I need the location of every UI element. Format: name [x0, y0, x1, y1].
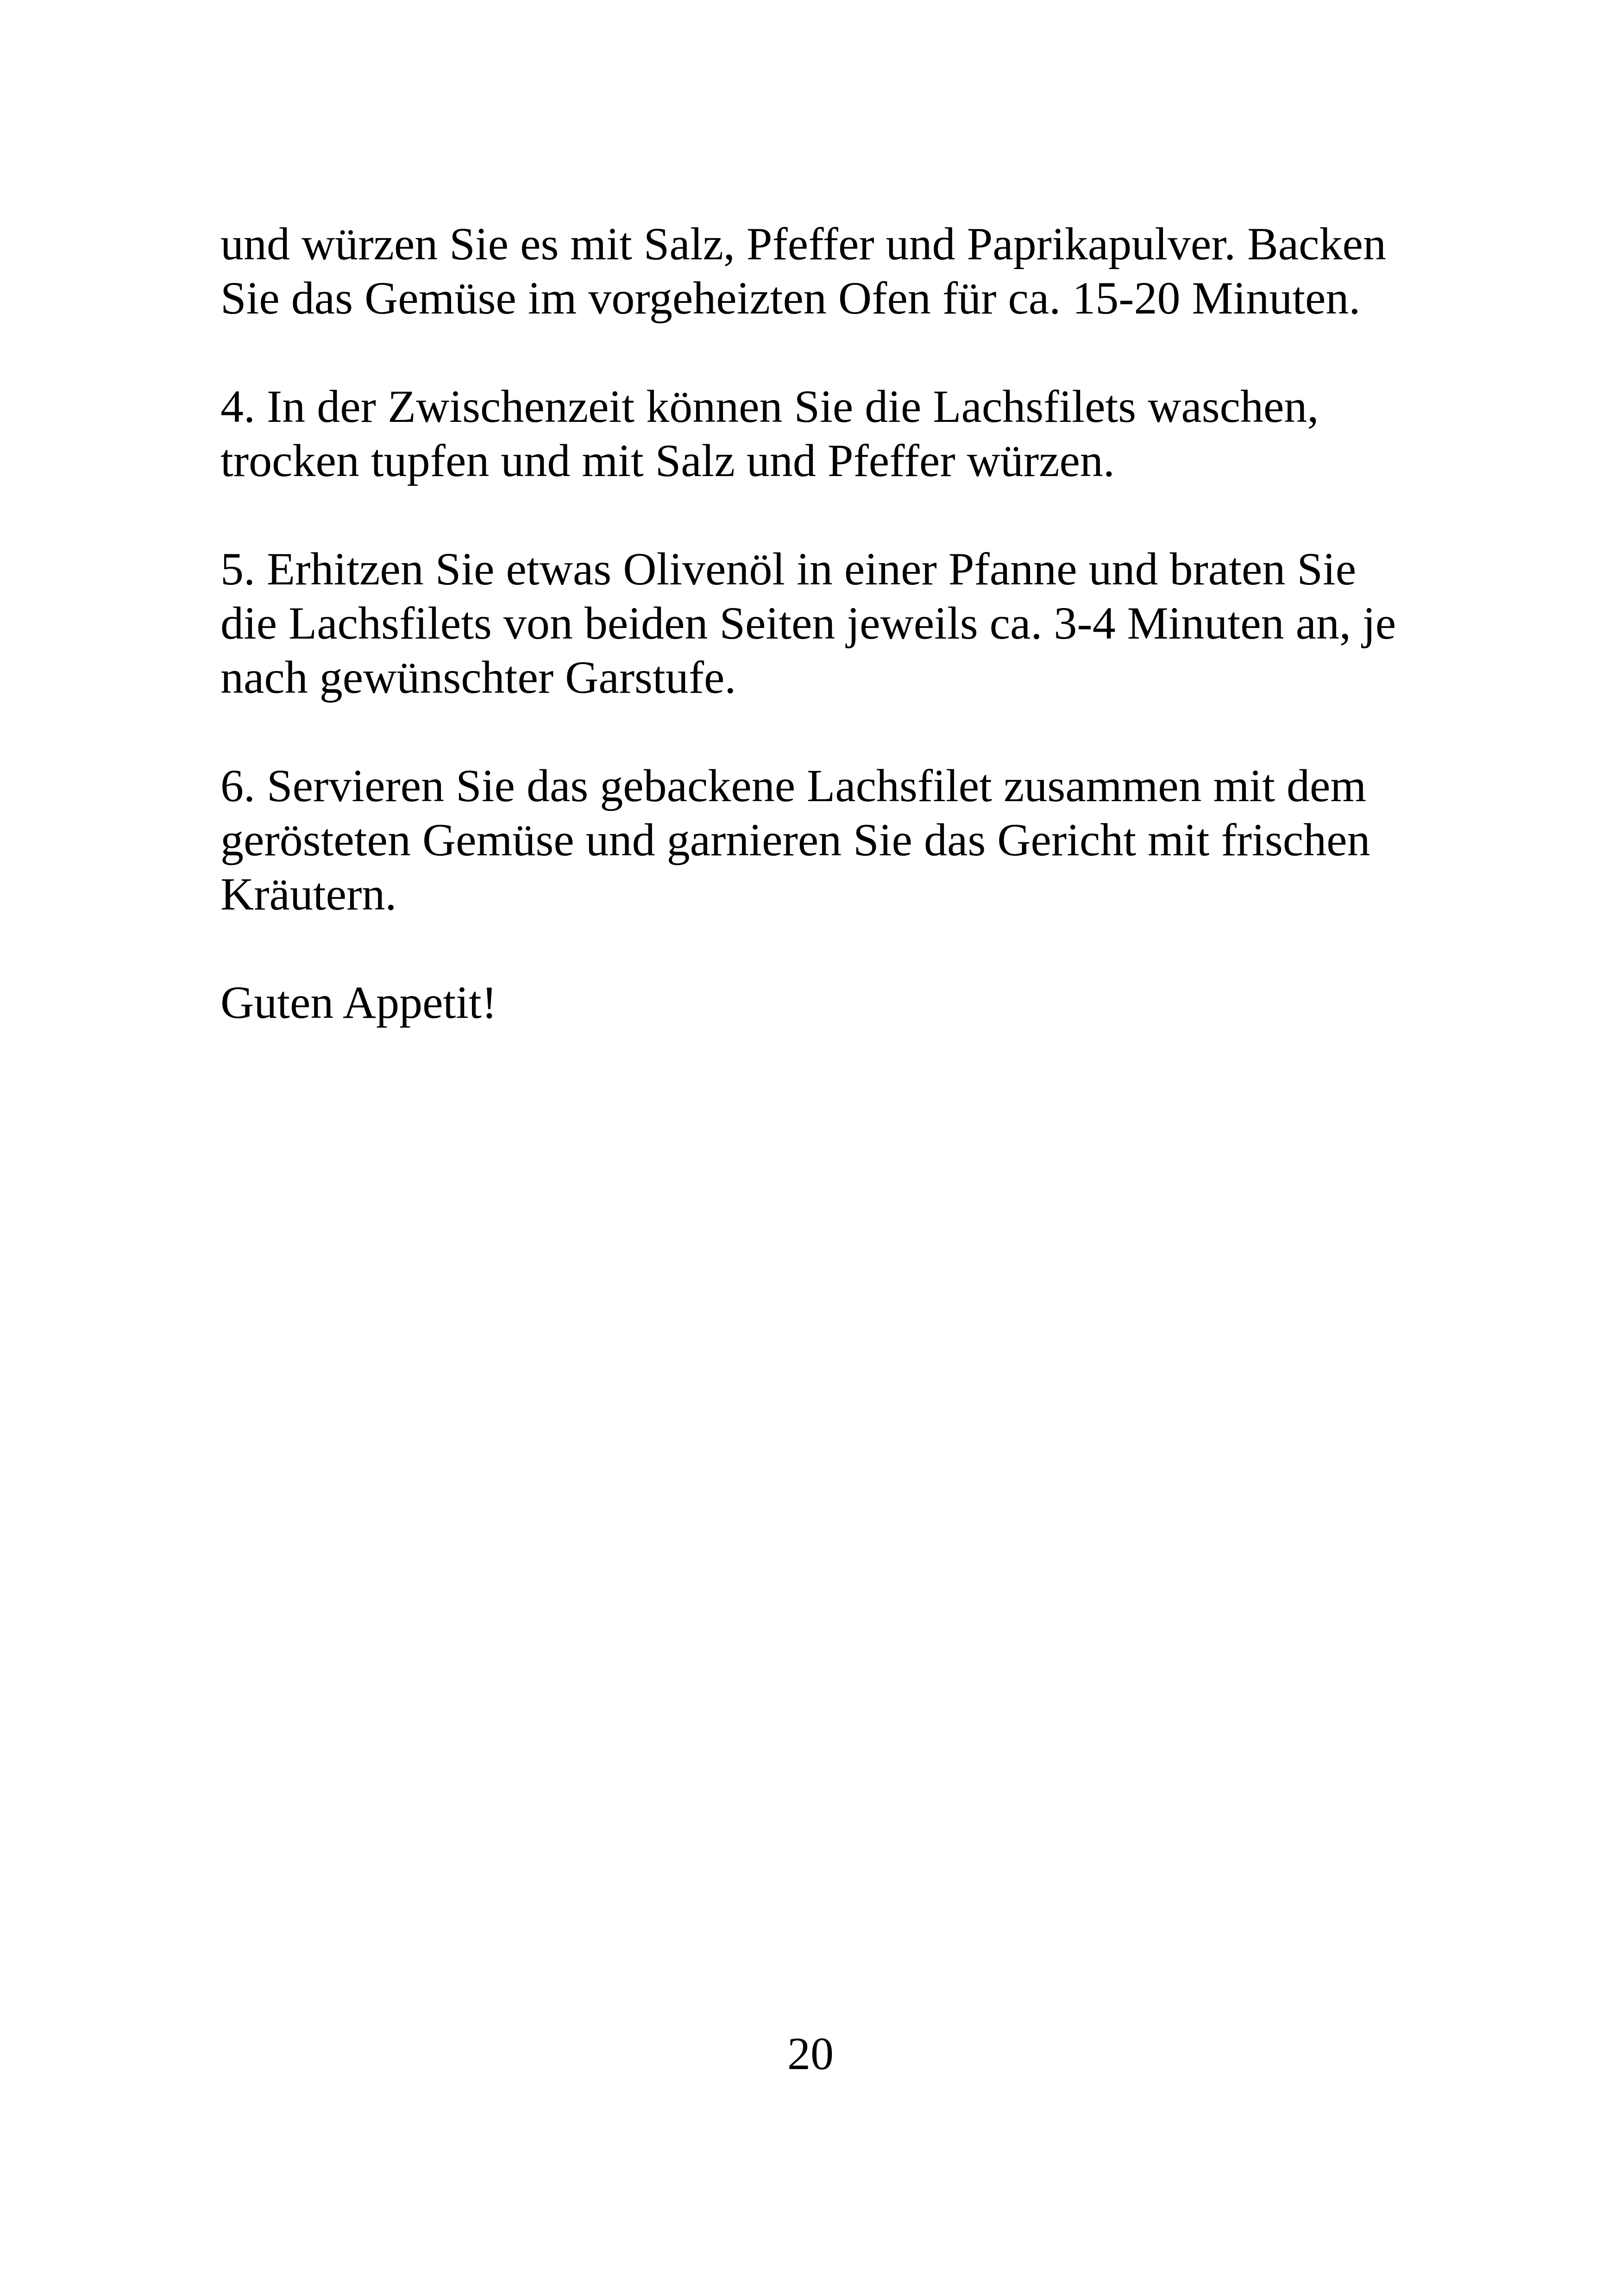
text-line: und würzen Sie es mit Salz, Pfeffer und Paprikapulver. Backen — [220, 218, 1386, 270]
text-line: nach gewünschter Garstufe. — [220, 652, 736, 703]
text-line: 4. In der Zwischenzeit können Sie die Lachsfilets waschen, — [220, 381, 1319, 432]
paragraph-closing — [220, 975, 1425, 1029]
paragraph-step-3-continued — [220, 217, 1425, 325]
text-line: trocken tupfen und mit Salz und Pfeffer würzen. — [220, 435, 1115, 486]
paragraph-step-6 — [220, 759, 1425, 921]
paragraph-step-4 — [220, 379, 1425, 488]
body-text — [220, 217, 1425, 1029]
text-line: 6. Servieren Sie das gebackene Lachsfilet zusammen mit dem — [220, 760, 1367, 811]
text-line: 5. Erhitzen Sie etwas Olivenöl in einer Pfanne und braten Sie — [220, 543, 1357, 595]
text-line: gerösteten Gemüse und garnieren Sie das Gericht mit frischen — [220, 814, 1370, 866]
paragraph-step-5 — [220, 542, 1425, 704]
page-number: 20 — [787, 2028, 834, 2079]
text-line: Sie das Gemüse im vorgeheizten Ofen für ca. 15-20 Minuten. — [220, 272, 1361, 324]
text-line: Guten Appetit! — [220, 977, 497, 1028]
text-line: Kräutern. — [220, 868, 397, 920]
text-line: die Lachsfilets von beiden Seiten jeweils ca. 3-4 Minuten an, je — [220, 597, 1396, 649]
